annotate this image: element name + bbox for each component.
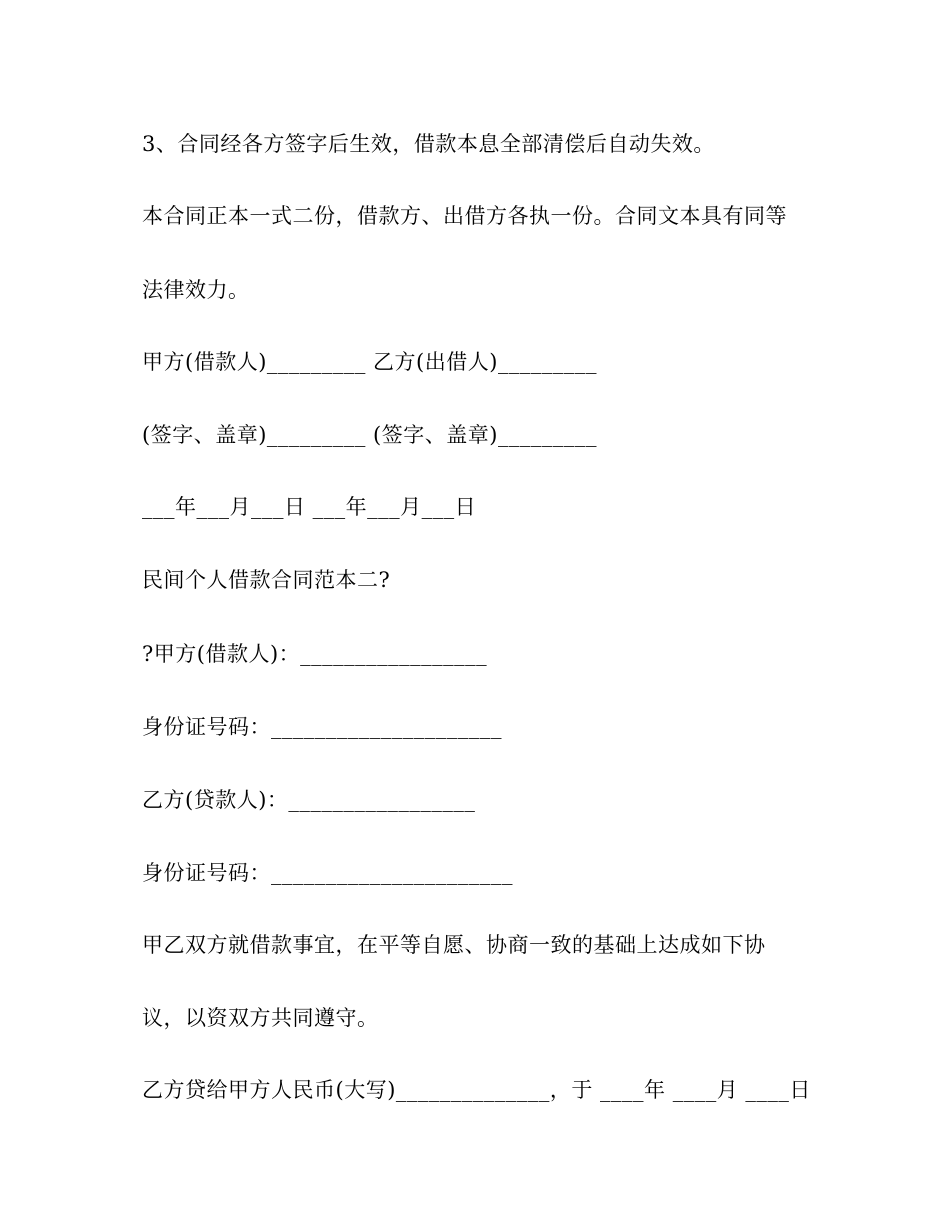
party-b-field: 乙方(贷款人)：_________________ [142, 788, 476, 812]
id-number-field: 身份证号码：______________________ [142, 861, 513, 885]
date-line: ___年___月___日 ___年___月___日 [142, 495, 477, 519]
party-a-field: ?甲方(借款人)：_________________ [142, 642, 488, 666]
text-line: 议，以资双方共同遵守。 [142, 1006, 379, 1030]
loan-amount-line: 乙方贷给甲方人民币(大写)______________，于 ____年 ____月 ____日 [142, 1078, 811, 1102]
signature-line: 甲方(借款人)_________ 乙方(出借人)_________ [142, 350, 597, 374]
text-line: 本合同正本一式二份，借款方、出借方各执一份。合同文本具有同等 [142, 204, 787, 228]
signature-line: (签字、盖章)_________ (签字、盖章)_________ [142, 423, 597, 447]
text-line: 甲乙双方就借款事宜，在平等自愿、协商一致的基础上达成如下协 [142, 933, 766, 957]
text-line: 3、合同经各方签字后生效，借款本息全部清偿后自动失效。 [142, 132, 715, 156]
text-line: 法律效力。 [142, 278, 250, 302]
section-heading: 民间个人借款合同范本二? [142, 568, 391, 592]
id-number-field: 身份证号码：_____________________ [142, 715, 502, 739]
